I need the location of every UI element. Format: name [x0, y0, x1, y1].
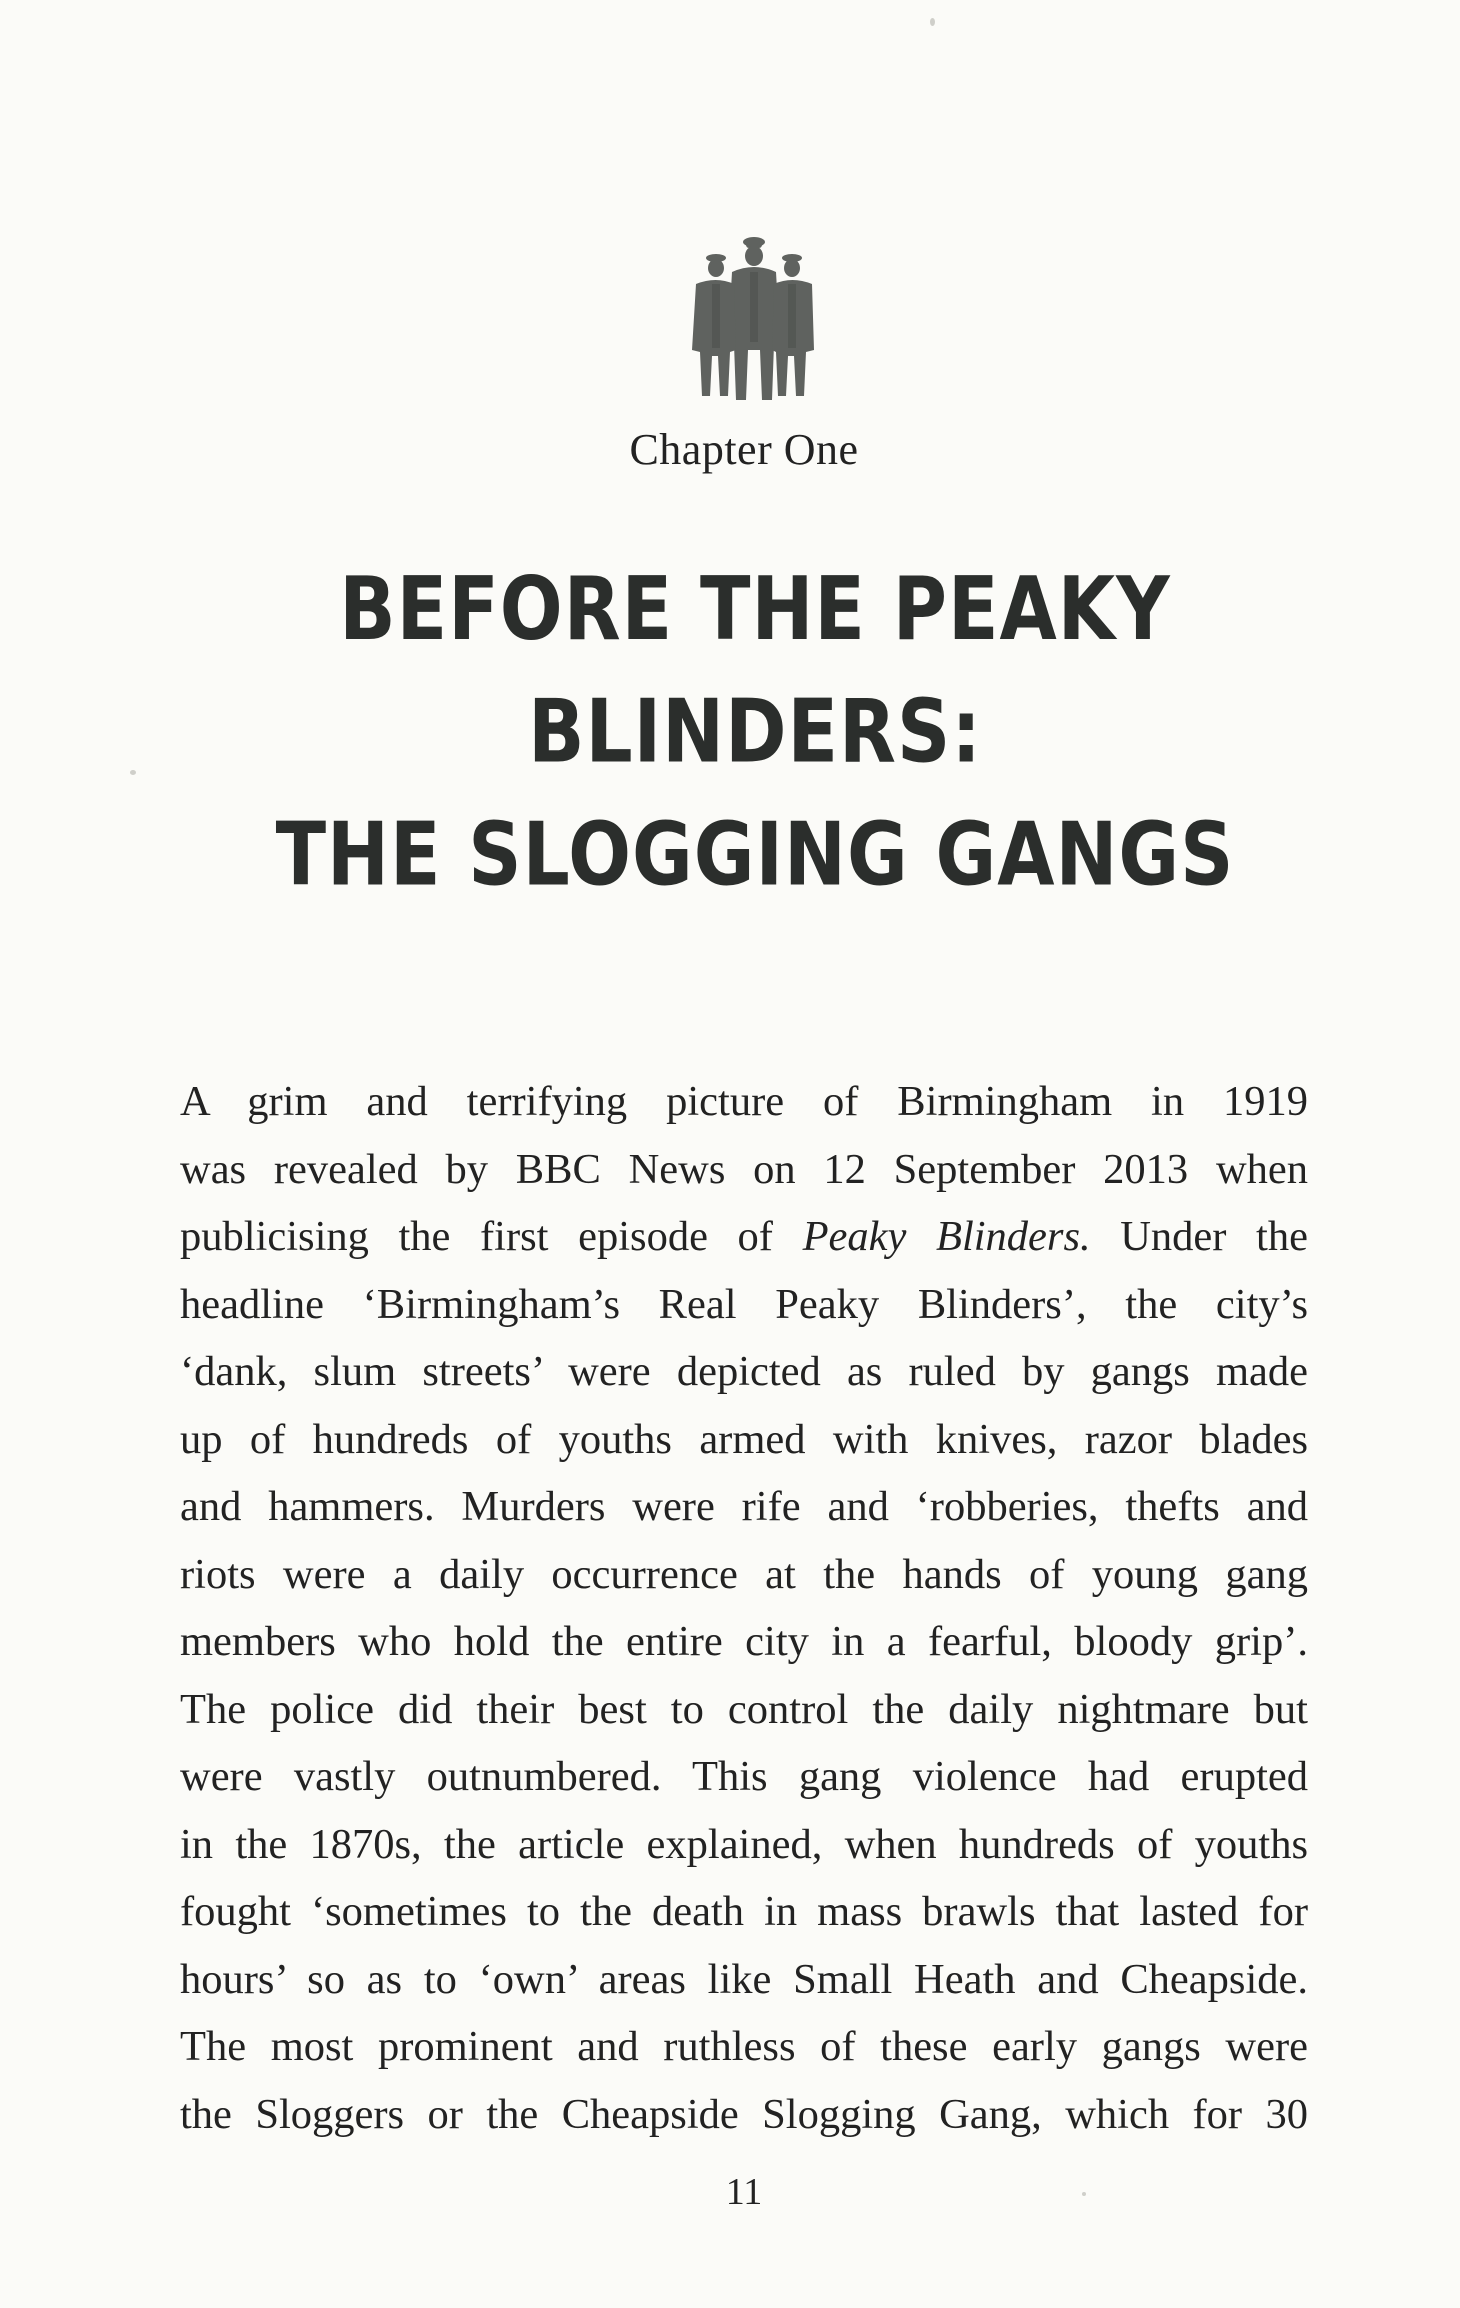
body-line — [180, 1676, 1308, 1744]
body-text-segment: publicising the first episode of — [180, 1213, 803, 1260]
body-line — [180, 1271, 1308, 1339]
chapter-title-line-2: THE SLOGGING GANGS — [275, 804, 1235, 906]
body-text-segment: up of hundreds of youths armed with knives, razor blades — [180, 1415, 1308, 1463]
body-line — [180, 1811, 1308, 1879]
body-line — [180, 1743, 1308, 1811]
chapter-title — [100, 548, 1410, 916]
body-line — [180, 1068, 1308, 1136]
body-text-segment: riots were a daily occurrence at the hands of young gang — [180, 1550, 1308, 1598]
body-text-segment: headline ‘Birmingham’s Real Peaky Blinders’, the city’s — [180, 1280, 1308, 1328]
body-text-segment: fought ‘sometimes to the death in mass brawls that lasted for — [180, 1888, 1308, 1935]
body-line — [180, 1338, 1308, 1406]
body-line — [180, 1878, 1308, 1946]
paper-speck — [930, 18, 935, 26]
body-line — [180, 1136, 1308, 1204]
body-text-segment: the Sloggers or the Cheapside Slogging Gang, which for 30 — [180, 2090, 1308, 2138]
chapter-title-line-1: BEFORE THE PEAKY BLINDERS: — [339, 558, 1171, 783]
body-line — [180, 1203, 1308, 1271]
body-line — [180, 1946, 1308, 2014]
body-text-segment: ‘dank, slum streets’ were depicted as ruled by gangs made — [180, 1348, 1308, 1395]
body-text-segment: members who hold the entire city in a fearful, bloody grip’. — [180, 1618, 1308, 1665]
body-text-segment: A grim and terrifying picture of Birmingham in 1919 — [180, 1078, 1308, 1125]
chapter-label: Chapter One — [629, 425, 859, 474]
body-line — [180, 2013, 1308, 2081]
body-text-segment: The most prominent and ruthless of these early gangs were — [180, 2023, 1308, 2070]
three-men-silhouette-icon — [688, 232, 818, 410]
page-number: 11 — [725, 2171, 763, 2213]
body-line — [180, 1473, 1308, 1541]
body-text-segment: and hammers. Murders were rife and ‘robberies, thefts and — [180, 1483, 1308, 1530]
italic-title-text: Peaky Blinders. — [802, 1213, 1091, 1260]
body-line — [180, 2081, 1308, 2149]
body-text-segment: in the 1870s, the article explained, when hundreds of youths — [180, 1820, 1308, 1868]
body-text-segment: hours’ so as to ‘own’ areas like Small Heath and Cheapside. — [180, 1955, 1308, 2003]
body-text-segment: was revealed by BBC News on 12 September 2013 when — [180, 1145, 1308, 1193]
body-line — [180, 1541, 1308, 1609]
body-text-segment: were vastly outnumbered. This gang violence had erupted — [180, 1753, 1308, 1800]
body-line — [180, 1608, 1308, 1676]
body-paragraph — [180, 1068, 1308, 2148]
body-text-segment: The police did their best to control the daily nightmare but — [180, 1685, 1308, 1733]
body-text-segment: Under the — [1090, 1213, 1308, 1260]
body-line — [180, 1406, 1308, 1474]
